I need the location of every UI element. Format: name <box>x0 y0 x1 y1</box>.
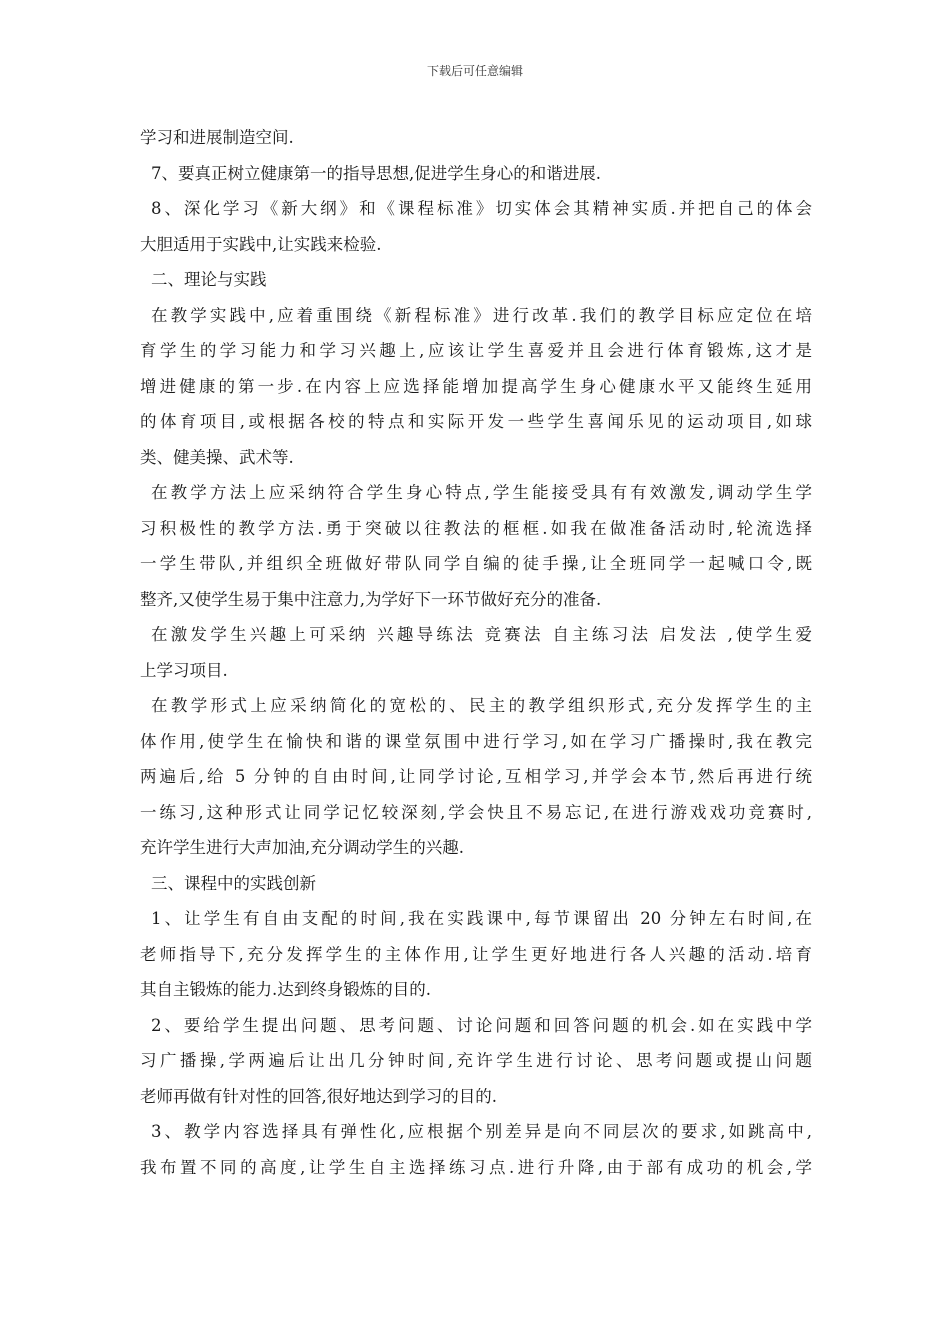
text-line: 两遍后,给 5 分钟的自由时间,让同学讨论,互相学习,并学会本节,然后再进行统 <box>140 767 812 786</box>
text-line: 7、要真正树立健康第一的指导思想,促进学生身心的和谐进展. <box>151 163 601 183</box>
text-line: 3、教学内容选择具有弹性化,应根据个别差异是向不同层次的要求,如跳高中, <box>151 1122 812 1141</box>
text-line: 类、健美操、武术等. <box>140 447 294 467</box>
text-line: 老师再做有针对性的回答,很好地达到学习的目的. <box>140 1086 497 1106</box>
text-line: 在激发学生兴趣上可采纳 兴趣导练法 竞赛法 自主练习法 启发法 ,使学生爱 <box>151 625 812 644</box>
text-line: 在教学形式上应采纳简化的宽松的、民主的教学组织形式,充分发挥学生的主 <box>151 696 812 715</box>
text-line: 一练习,这种形式让同学记忆较深刻,学会快且不易忘记,在进行游戏戏功竞赛时, <box>140 802 812 822</box>
text-line: 老师指导下,充分发挥学生的主体作用,让学生更好地进行各人兴趣的活动.培育 <box>140 944 812 964</box>
text-line: 8、深化学习《新大纲》和《课程标准》切实体会其精神实质.并把自己的体会 <box>151 199 812 218</box>
text-line: 习广播操,学两遍后让出几分钟时间,充许学生进行讨论、思考问题或提山问题 <box>140 1051 812 1070</box>
text-line: 的体育项目,或根据各校的特点和实际开发一些学生喜闻乐见的运动项目,如球 <box>140 412 812 431</box>
text-line: 一学生带队,并组织全班做好带队同学自编的徒手操,让全班同学一起喊口令,既 <box>140 554 812 573</box>
text-line: 学习和进展制造空间. <box>140 128 294 147</box>
text-line: 增进健康的第一步.在内容上应选择能增加提高学生身心健康水平又能终生延用 <box>140 376 812 396</box>
text-line: 1、让学生有自由支配的时间,我在实践课中,每节课留出 20 分钟左右时间,在 <box>151 909 812 928</box>
text-line: 其自主锻炼的能力.达到终身锻炼的目的. <box>140 980 431 999</box>
text-line: 在教学实践中,应着重围绕《新程标准》进行改革.我们的教学目标应定位在培 <box>151 305 812 325</box>
text-line: 体作用,使学生在愉快和谐的课堂氛围中进行学习,如在学习广播操时,我在教完 <box>140 731 812 751</box>
text-line: 在教学方法上应采纳符合学生身心特点,学生能接受具有有效激发,调动学生学 <box>151 483 812 502</box>
text-line: 三、课程中的实践创新 <box>151 873 316 893</box>
page-header: 下载后可任意编辑 <box>426 64 523 78</box>
text-line: 充许学生进行大声加油,充分调动学生的兴趣. <box>140 838 464 857</box>
document-body <box>140 120 812 1185</box>
text-line: 二、理论与实践 <box>151 270 267 289</box>
text-line: 2、要给学生提出问题、思考问题、讨论问题和回答问题的机会.如在实践中学 <box>151 1015 812 1035</box>
text-line: 习积极性的教学方法.勇于突破以往教法的框框.如我在做准备活动时,轮流选择 <box>140 518 812 538</box>
text-line: 整齐,又使学生易于集中注意力,为学好下一环节做好充分的准备. <box>140 589 602 609</box>
text-line: 大胆适用于实践中,让实践来检验. <box>140 234 382 254</box>
text-line: 育学生的学习能力和学习兴趣上,应该让学生喜爱并且会进行体育锻炼,这才是 <box>140 341 812 360</box>
text-line: 我布置不同的高度,让学生自主选择练习点.进行升降,由于部有成功的机会,学 <box>140 1157 812 1177</box>
text-line: 上学习项目. <box>140 660 228 680</box>
